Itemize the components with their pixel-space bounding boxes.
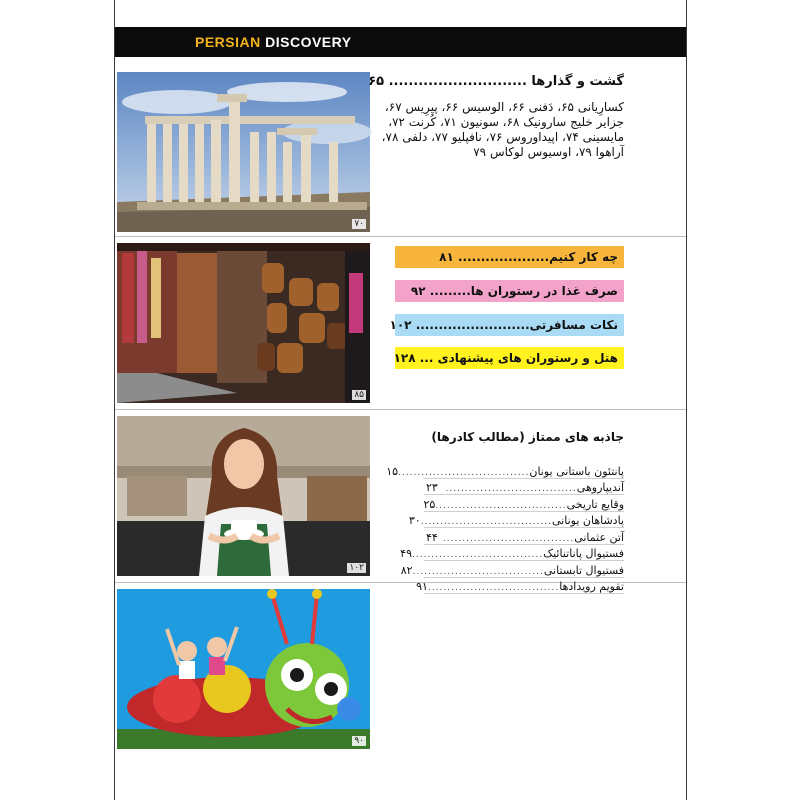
market-stalls-photo	[117, 243, 370, 403]
list-item-label: پانتئون باستانی یونان	[529, 464, 624, 478]
list-item	[424, 495, 624, 512]
toc-bar-travel-tips: نکات مسافرتی......................... ۱۰۲	[395, 314, 624, 336]
caterpillar-ride-image	[117, 589, 370, 749]
toc-bar-dining: صرف غذا در رستوران ها......... ۹۲	[395, 280, 624, 302]
list-item-label: پادشاهان یونانی	[552, 514, 624, 527]
leader-dots: ..................................	[420, 517, 552, 527]
list-item	[424, 479, 624, 496]
leader-dots: ..................................	[412, 566, 544, 577]
list-item-page: ۴۹	[400, 547, 412, 560]
list-item-page: ۳۰	[408, 514, 421, 527]
photo-page-number: ۷۰	[354, 219, 364, 229]
brand-word-persian: PERSIAN	[195, 34, 261, 50]
page-header	[115, 27, 686, 57]
book-page	[114, 0, 687, 800]
list-item-page: ۹۱	[416, 580, 428, 593]
waitress-coffee-image	[117, 416, 370, 576]
list-item	[386, 462, 624, 479]
list-item	[408, 512, 624, 529]
section-divider	[115, 236, 686, 237]
leader-dots: ..................................	[398, 467, 530, 478]
tours-section-body: کسارِیانی ۶۵، دَفنی ۶۶، الوسیس ۶۶، پیرِیس ۶۷، جزایر خلیج سارونیک ۶۸، سونیون ۷۱، کُرنت ۷۲، مایسینی ۷۴، اپیداوروس ۷۶، نافپلیو ۷۷، دلفی ۷۸، آراهوا ۷۹، اوسیوس لوکاس ۷۹	[381, 100, 624, 159]
photo-page-number: ۹۰	[354, 736, 364, 746]
list-item-page: ۴۴	[426, 530, 438, 544]
leader-dots: ..................................	[442, 533, 575, 544]
section-divider	[115, 409, 686, 410]
list-item-label: وقایع تاریخی	[566, 497, 624, 511]
leader-dots: ..................................	[427, 583, 560, 593]
list-item-label: آندیپاروهی	[576, 481, 624, 494]
list-item-label: فستیوال تابستانی	[543, 563, 624, 577]
list-item-label: آتن عثمانی	[574, 530, 624, 544]
list-item	[400, 545, 624, 562]
list-item	[424, 528, 624, 545]
photo-page-number: ۸۵	[354, 390, 364, 400]
waitress-coffee-photo	[117, 416, 370, 576]
list-item	[400, 561, 624, 578]
list-item-label: تقویم رویدادها	[559, 580, 624, 593]
attractions-list	[386, 462, 624, 594]
leader-dots: ..................................	[435, 500, 567, 511]
toc-bar-things-to-do: چه کار کنیم.................... ۸۱	[395, 246, 624, 268]
tours-section-title: گشت و گذارها ............................ ۶۵	[368, 74, 624, 89]
list-item-page: ۲۳	[426, 481, 438, 494]
list-item-page: ۲۵	[423, 497, 436, 511]
list-item	[416, 578, 624, 595]
greek-temple-image	[117, 72, 370, 232]
brand-word-discovery: DISCOVERY	[265, 34, 352, 50]
list-item-page: ۱۵	[386, 464, 399, 478]
toc-bar-hotels: هتل و رستوران های پیشنهادی ... ۱۲۸	[395, 347, 624, 369]
brand-title	[195, 34, 352, 50]
leader-dots: ..................................	[411, 550, 544, 560]
list-item-page: ۸۲	[400, 563, 413, 577]
greek-temple-photo	[117, 72, 370, 232]
leader-dots: ..................................	[445, 484, 577, 494]
attractions-section-title: جاذبه های ممتاز (مطالب کادرها)	[431, 430, 624, 444]
photo-page-number: ۱۰۲	[349, 563, 364, 573]
list-item-label: فستیوال پاناتنائیک	[543, 547, 624, 560]
market-stalls-image	[117, 243, 370, 403]
caterpillar-ride-photo	[117, 589, 370, 749]
